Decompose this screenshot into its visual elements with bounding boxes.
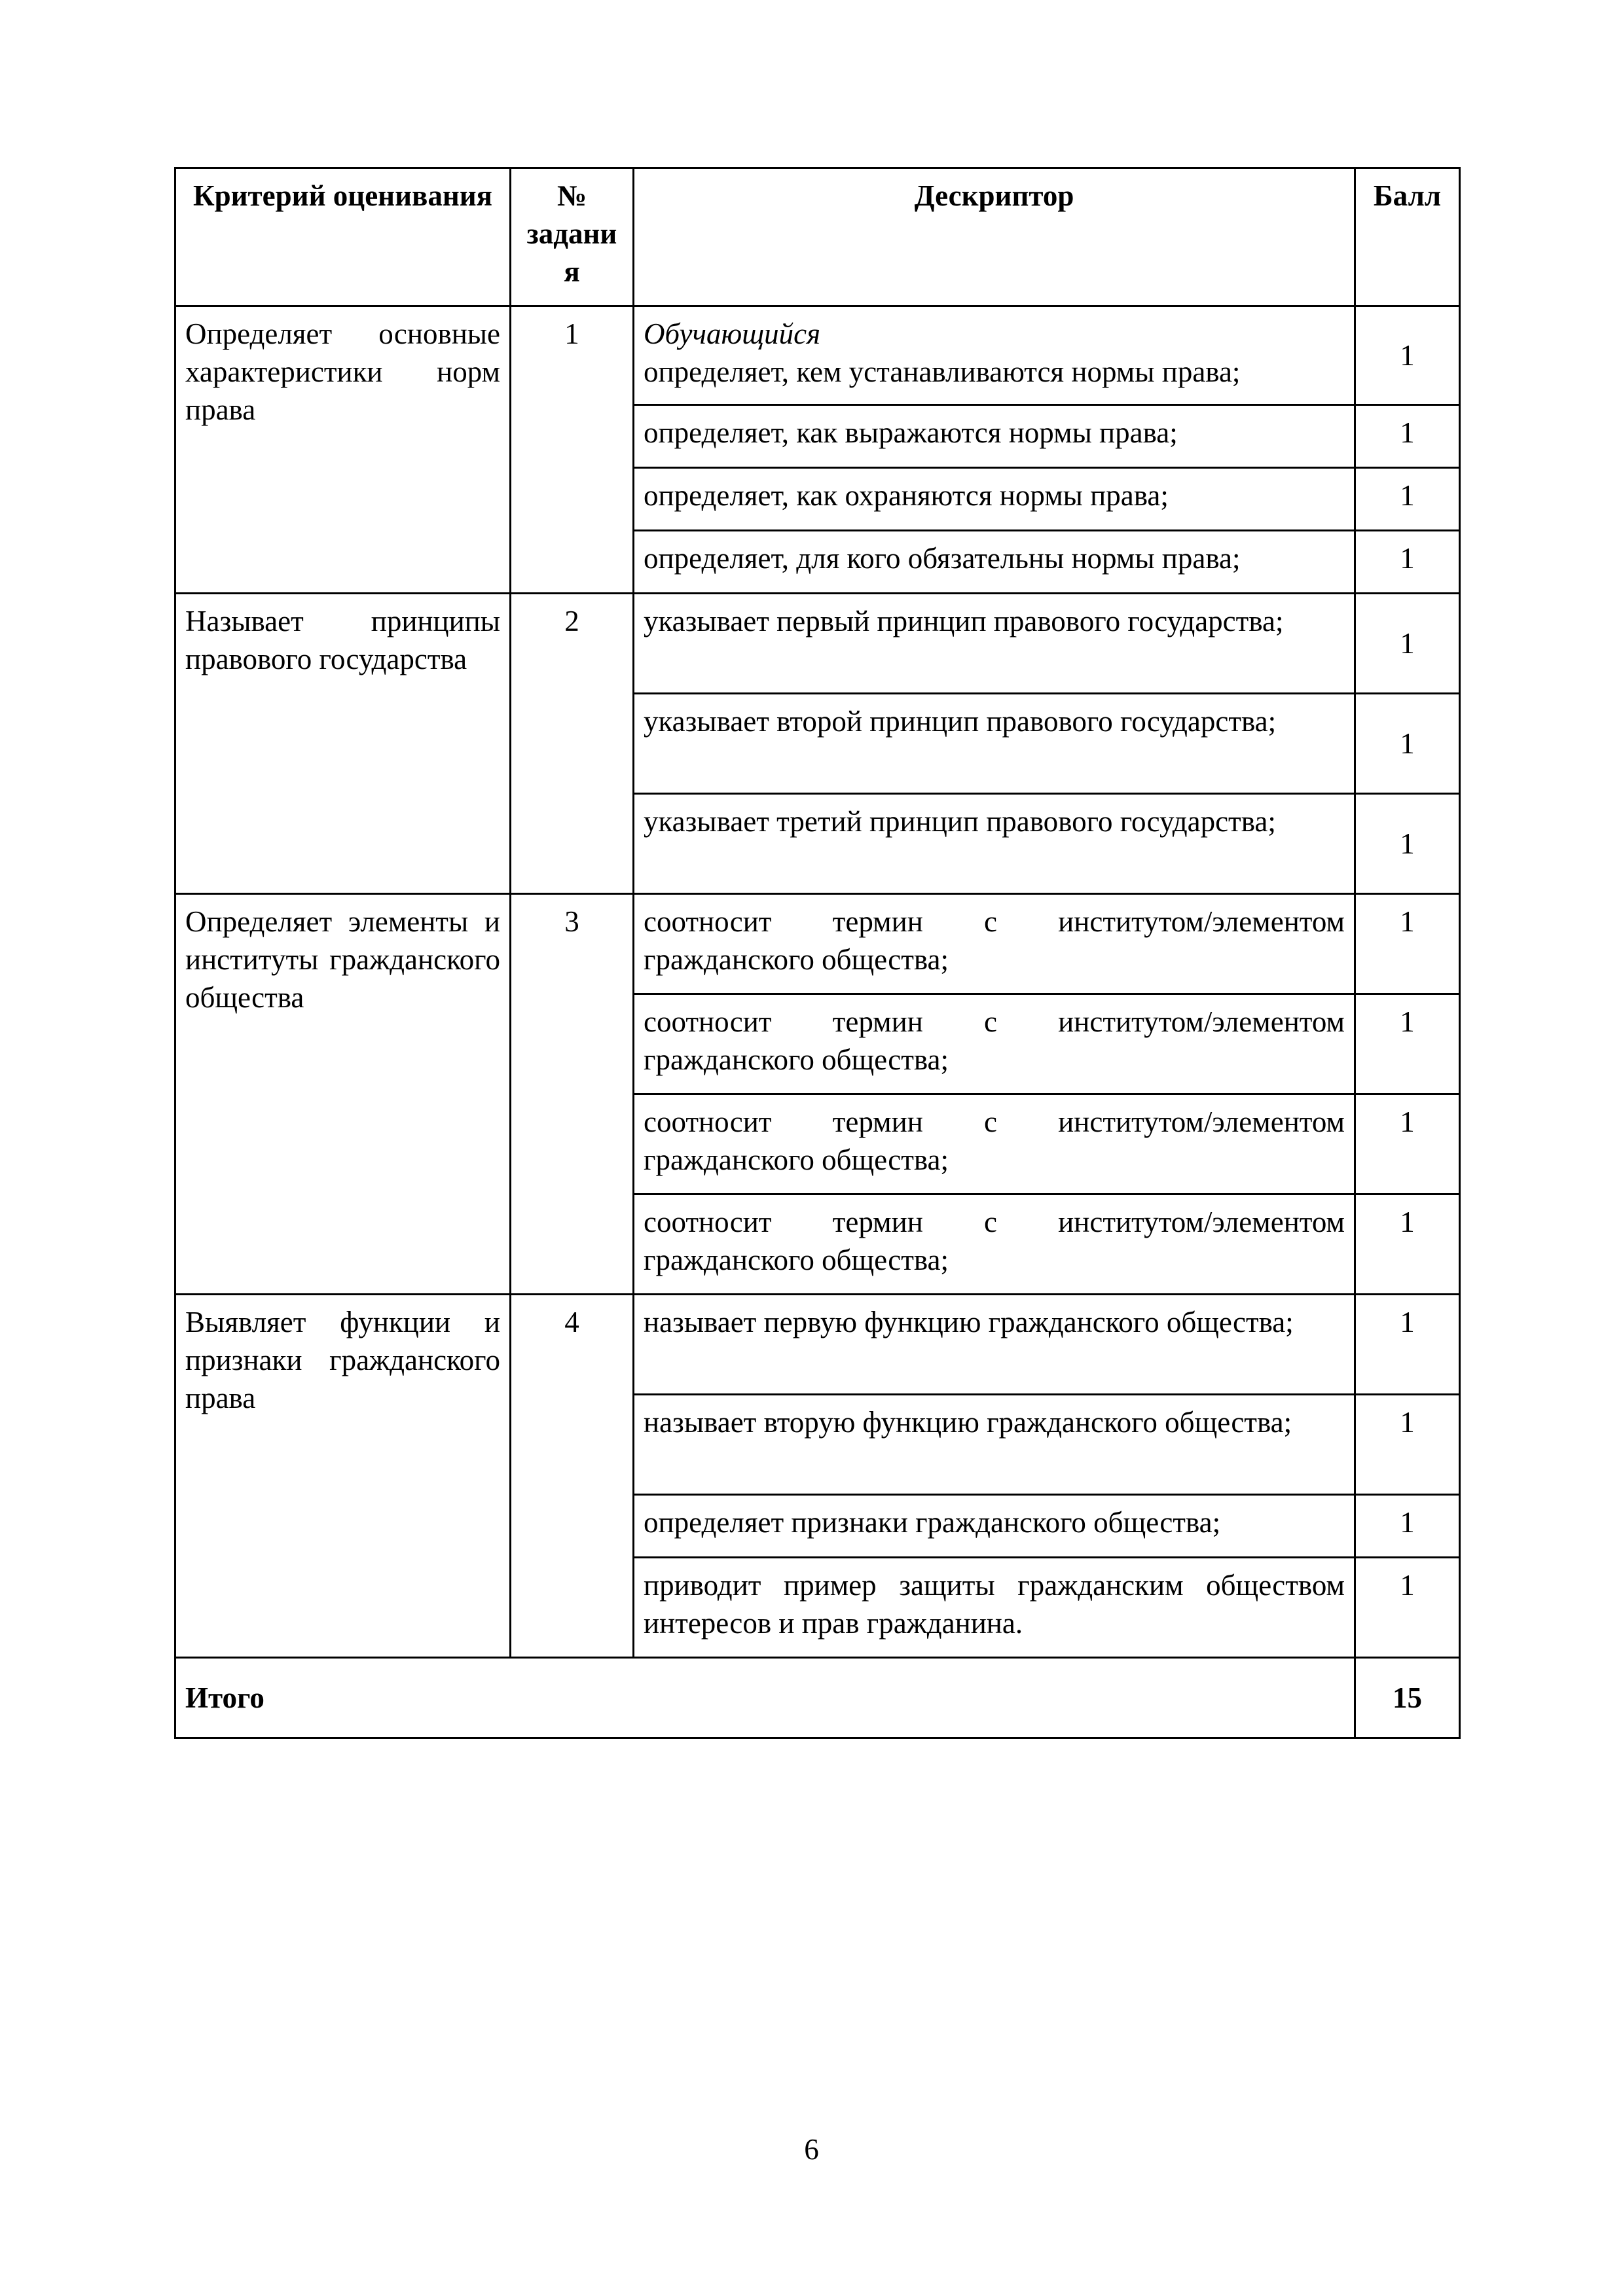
descriptor-cell: называет вторую функцию гражданского общества; <box>634 1395 1355 1495</box>
descriptor-cell: приводит пример защиты гражданским обществом интересов и прав гражданина. <box>634 1558 1355 1658</box>
descriptor-cell <box>634 306 1355 405</box>
header-task-number: № задани я <box>511 168 634 306</box>
score-cell: 1 <box>1355 531 1460 594</box>
criterion-cell: Выявляет функции и признаки гражданского права <box>175 1295 511 1658</box>
table-row <box>175 594 1460 694</box>
total-row <box>175 1658 1460 1738</box>
descriptor-cell: указывает третий принцип правового государства; <box>634 794 1355 894</box>
descriptor-cell: указывает первый принцип правового государства; <box>634 594 1355 694</box>
descriptor-cell: указывает второй принцип правового государства; <box>634 694 1355 794</box>
task-number-cell: 3 <box>511 894 634 1295</box>
descriptor-cell: соотносит термин с институтом/элементом гражданского общества; <box>634 894 1355 994</box>
table-row <box>175 894 1460 994</box>
descriptor-cell: определяет, для кого обязательны нормы права; <box>634 531 1355 594</box>
score-cell: 1 <box>1355 1495 1460 1558</box>
score-cell: 1 <box>1355 694 1460 794</box>
page-number: 6 <box>804 2133 819 2166</box>
score-cell: 1 <box>1355 1094 1460 1194</box>
header-score: Балл <box>1355 168 1460 306</box>
score-cell: 1 <box>1355 1395 1460 1495</box>
criterion-cell: Определяет основные характеристики норм права <box>175 306 511 594</box>
score-cell: 1 <box>1355 794 1460 894</box>
descriptor-cell: соотносит термин с институтом/элементом гражданского общества; <box>634 1194 1355 1295</box>
task-number-cell: 4 <box>511 1295 634 1658</box>
assessment-rubric-table <box>174 167 1461 1739</box>
score-cell: 1 <box>1355 1295 1460 1395</box>
table-row <box>175 306 1460 405</box>
descriptor-cell: определяет, как охраняются нормы права; <box>634 468 1355 531</box>
descriptor-lead: Обучающийся <box>644 317 821 350</box>
score-cell: 1 <box>1355 306 1460 405</box>
score-cell: 1 <box>1355 594 1460 694</box>
score-cell: 1 <box>1355 1194 1460 1295</box>
header-criterion: Критерий оценивания <box>175 168 511 306</box>
descriptor-cell: соотносит термин с институтом/элементом гражданского общества; <box>634 1094 1355 1194</box>
descriptor-cell: определяет, как выражаются нормы права; <box>634 405 1355 468</box>
task-number-cell: 2 <box>511 594 634 894</box>
table-header-row <box>175 168 1460 306</box>
total-score: 15 <box>1355 1658 1460 1738</box>
score-cell: 1 <box>1355 994 1460 1094</box>
criterion-cell: Определяет элементы и институты гражданского общества <box>175 894 511 1295</box>
table-row <box>175 1295 1460 1395</box>
descriptor-cell: определяет признаки гражданского общества; <box>634 1495 1355 1558</box>
descriptor-text: определяет, кем устанавливаются нормы права; <box>644 355 1241 388</box>
total-label: Итого <box>175 1658 1355 1738</box>
score-cell: 1 <box>1355 1558 1460 1658</box>
descriptor-cell: соотносит термин с институтом/элементом гражданского общества; <box>634 994 1355 1094</box>
score-cell: 1 <box>1355 894 1460 994</box>
criterion-cell: Называет принципы правового государства <box>175 594 511 894</box>
header-descriptor: Дескриптор <box>634 168 1355 306</box>
descriptor-cell: называет первую функцию гражданского общества; <box>634 1295 1355 1395</box>
score-cell: 1 <box>1355 468 1460 531</box>
score-cell: 1 <box>1355 405 1460 468</box>
task-number-cell: 1 <box>511 306 634 594</box>
